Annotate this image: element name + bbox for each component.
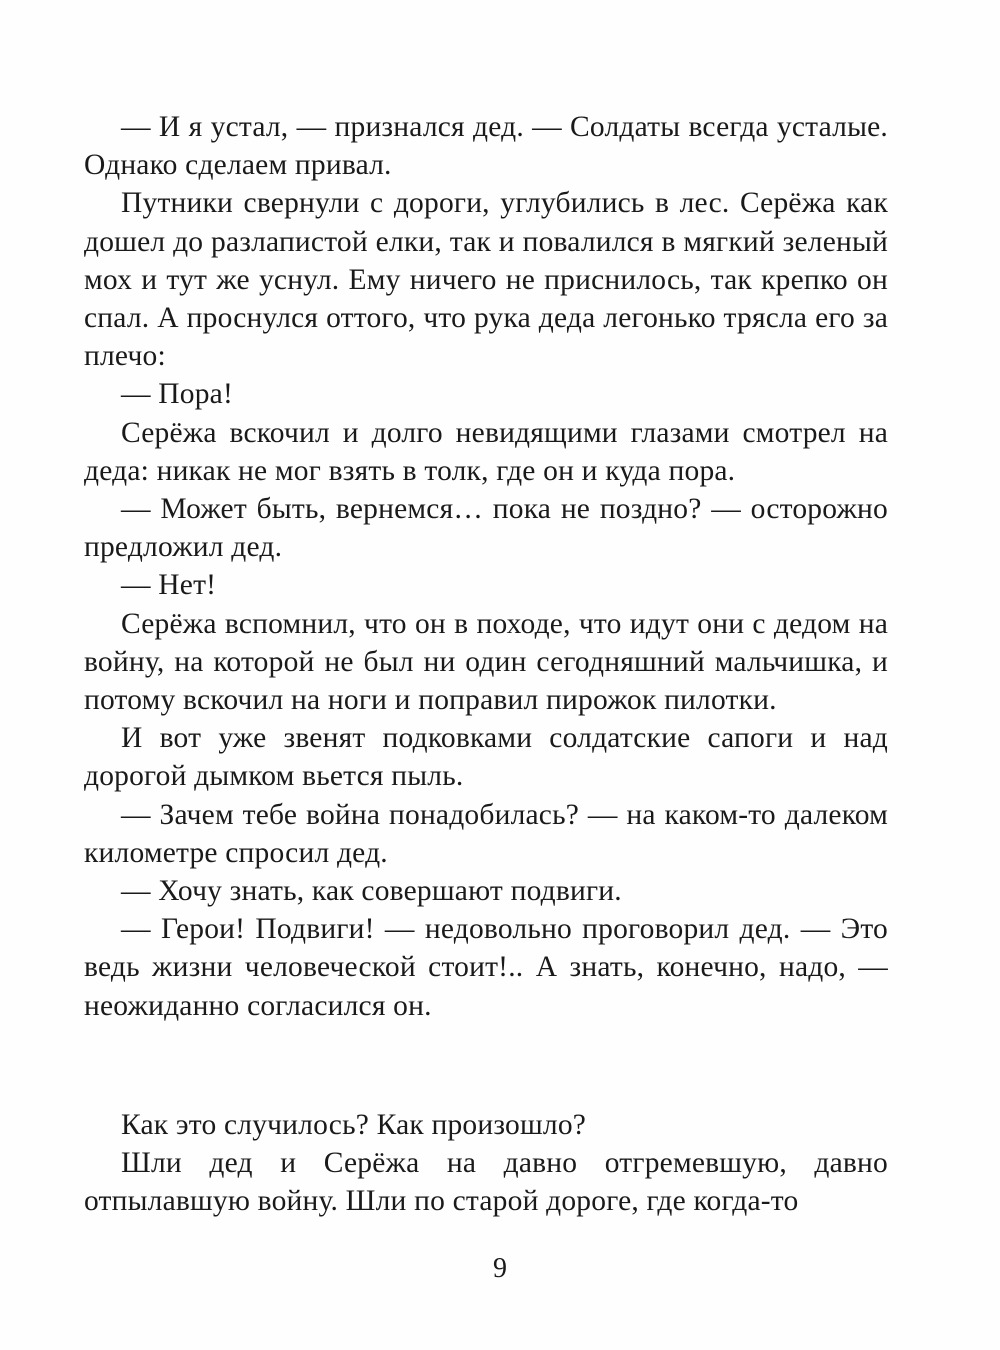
paragraph: И вот уже звенят подковками солдатские сапоги и над дорогой дымком вьется пыль. xyxy=(84,722,888,793)
paragraph: — Зачем тебе война понадобилась? — на каком-то далеком километре спросил дед. xyxy=(84,798,888,869)
paragraph: — Может быть, вернемся… пока не поздно? — осторожно предложил дед. xyxy=(84,493,888,564)
paragraph: — Герои! Подвиги! — недовольно проговорил дед. — Это ведь жизни человеческой стоит!.. А знать, конечно, надо, — неожиданно согласился он. xyxy=(84,913,888,1022)
paragraph: — Пора! xyxy=(121,378,233,411)
paragraph: Шли дед и Серёжа на давно отгремевшую, давно отпылавшую войну. Шли по старой дороге, где когда-то xyxy=(84,1147,888,1218)
paragraph: — Нет! xyxy=(121,569,217,602)
text-section-1 xyxy=(84,108,888,1025)
text-section-2 xyxy=(84,1106,888,1221)
paragraph: Серёжа вскочил и долго невидящими глазами смотрел на деда: никак не мог взять в толк, где он и куда пора. xyxy=(84,416,888,487)
paragraph: Путники свернули с дороги, углубились в лес. Серёжа как дошел до разлапистой елки, так и повалился в мягкий зеленый мох и тут же уснул. Ему ничего не приснилось, так крепко он спал. А проснулся оттого, что рука деда легонько трясла его за плечо: xyxy=(84,187,888,373)
paragraph: Как это случилось? Как произошло? xyxy=(121,1109,587,1141)
paragraph: — И я устал, — признался дед. — Солдаты всегда усталые. Однако сделаем привал. xyxy=(84,111,888,182)
page-number: 9 xyxy=(493,1253,507,1284)
paragraph: — Хочу знать, как совершают подвиги. xyxy=(121,875,622,908)
paragraph: Серёжа вспомнил, что он в походе, что идут они с дедом на войну, на которой не был ни один сегодняшний мальчишка, и потому вскочил на ноги и поправил пирожок пилотки. xyxy=(84,607,888,717)
